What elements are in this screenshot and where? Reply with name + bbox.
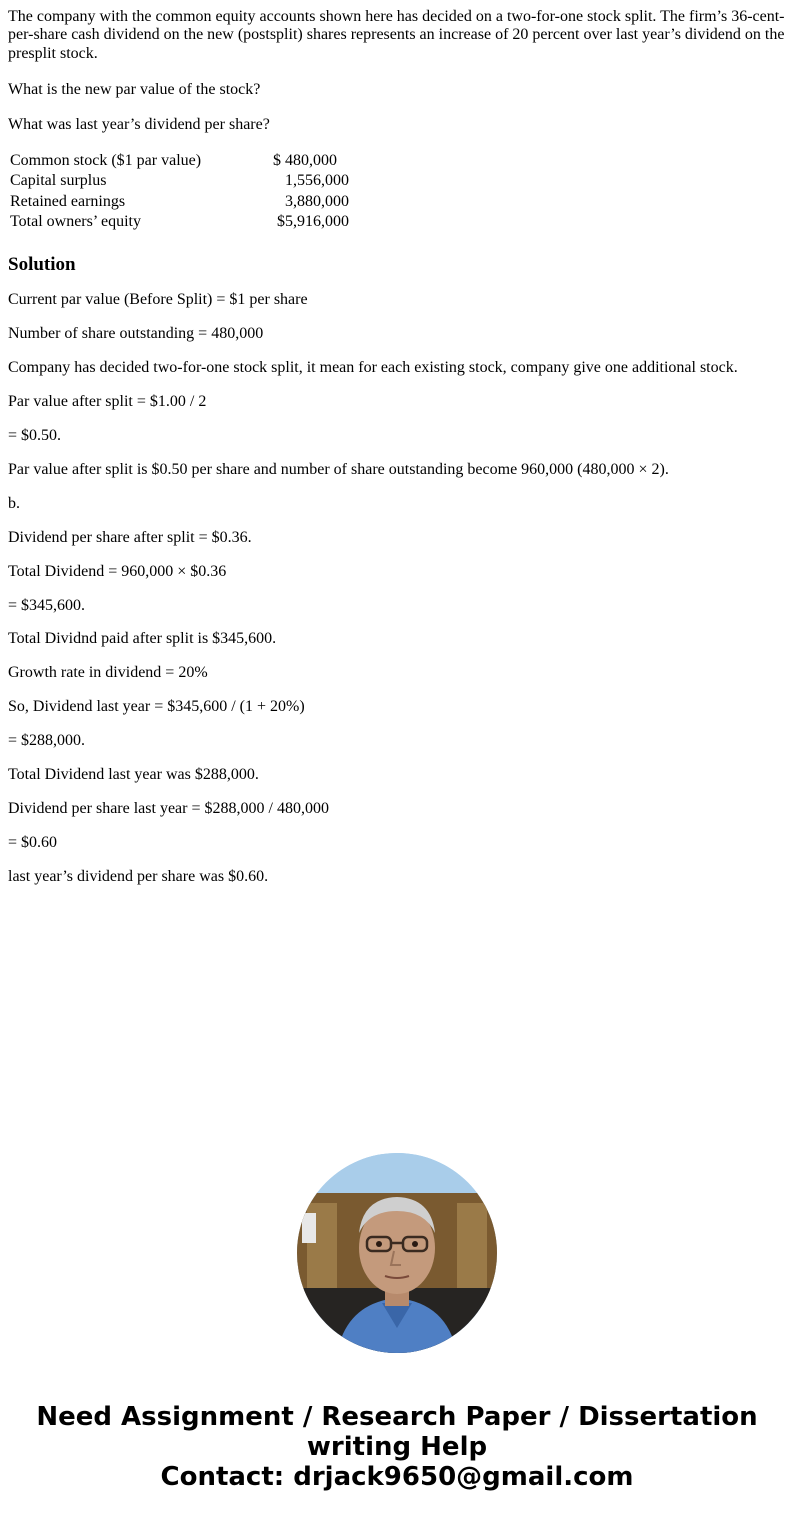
question-part-a: What is the new par value of the stock? — [8, 81, 261, 99]
row-currency — [273, 193, 285, 213]
question-intro: The company with the common equity accounts shown here has decided on a two-for-one stock split. The firm’s 36-cent-per-share cash dividend on the new (postsplit) shares represents an increase of 20 percent over last year’s dividend on the presplit stock. — [8, 8, 785, 62]
solution-line: Company has decided two-for-one stock split, it mean for each existing stock, company give one additional stock. — [8, 359, 738, 377]
table-row — [10, 172, 349, 192]
avatar-portrait-icon — [297, 1153, 497, 1353]
table-row — [10, 152, 349, 172]
row-label: Total owners’ equity — [10, 213, 141, 231]
question-part-b: What was last year’s dividend per share? — [8, 115, 270, 133]
solution-line: = $0.60 — [8, 833, 58, 851]
solution-line: Total Dividnd paid after split is $345,600. — [8, 630, 277, 648]
row-value: 3,880,000 — [285, 192, 349, 210]
solution-line: Current par value (Before Split) = $1 per share — [8, 291, 308, 309]
equity-table — [10, 152, 349, 234]
solution-line: Number of share outstanding = 480,000 — [8, 325, 264, 343]
solution-line: Par value after split is $0.50 per share and number of share outstanding become 960,000 (480,000 × 2). — [8, 460, 669, 478]
row-currency — [273, 172, 285, 192]
row-label: Retained earnings — [10, 192, 126, 210]
solution-heading: Solution — [8, 253, 76, 275]
solution-line: So, Dividend last year = $345,600 / (1 + 20%) — [8, 698, 305, 716]
row-currency: $ — [273, 151, 281, 169]
table-row — [10, 193, 349, 213]
solution-line: = $0.50. — [8, 426, 62, 444]
solution-line: = $288,000. — [8, 732, 86, 750]
table-row — [10, 213, 349, 233]
solution-line: Growth rate in dividend = 20% — [8, 664, 208, 682]
solution-line: = $345,600. — [8, 596, 86, 614]
footer-banner — [0, 1402, 794, 1492]
row-label: Common stock ($1 par value) — [10, 151, 202, 169]
solution-line: Dividend per share last year = $288,000 / 480,000 — [8, 799, 329, 817]
author-avatar — [297, 1153, 497, 1353]
row-currency: $ — [277, 213, 285, 231]
row-value: 5,916,000 — [285, 213, 349, 231]
row-value: 480,000 — [285, 151, 337, 169]
solution-line: Par value after split = $1.00 / 2 — [8, 393, 207, 411]
footer-contact: Contact: drjack9650@gmail.com — [160, 1462, 634, 1492]
solution-line: last year’s dividend per share was $0.60. — [8, 867, 269, 885]
footer-help-text: Need Assignment / Research Paper / Dissertation writing Help — [36, 1402, 758, 1462]
solution-line: Total Dividend last year was $288,000. — [8, 766, 259, 784]
solution-line: b. — [8, 494, 20, 512]
row-value: 1,556,000 — [285, 172, 349, 190]
solution-line: Total Dividend = 960,000 × $0.36 — [8, 562, 227, 580]
solution-line: Dividend per share after split = $0.36. — [8, 528, 252, 546]
solution-body — [8, 291, 786, 885]
row-label: Capital surplus — [10, 172, 107, 190]
